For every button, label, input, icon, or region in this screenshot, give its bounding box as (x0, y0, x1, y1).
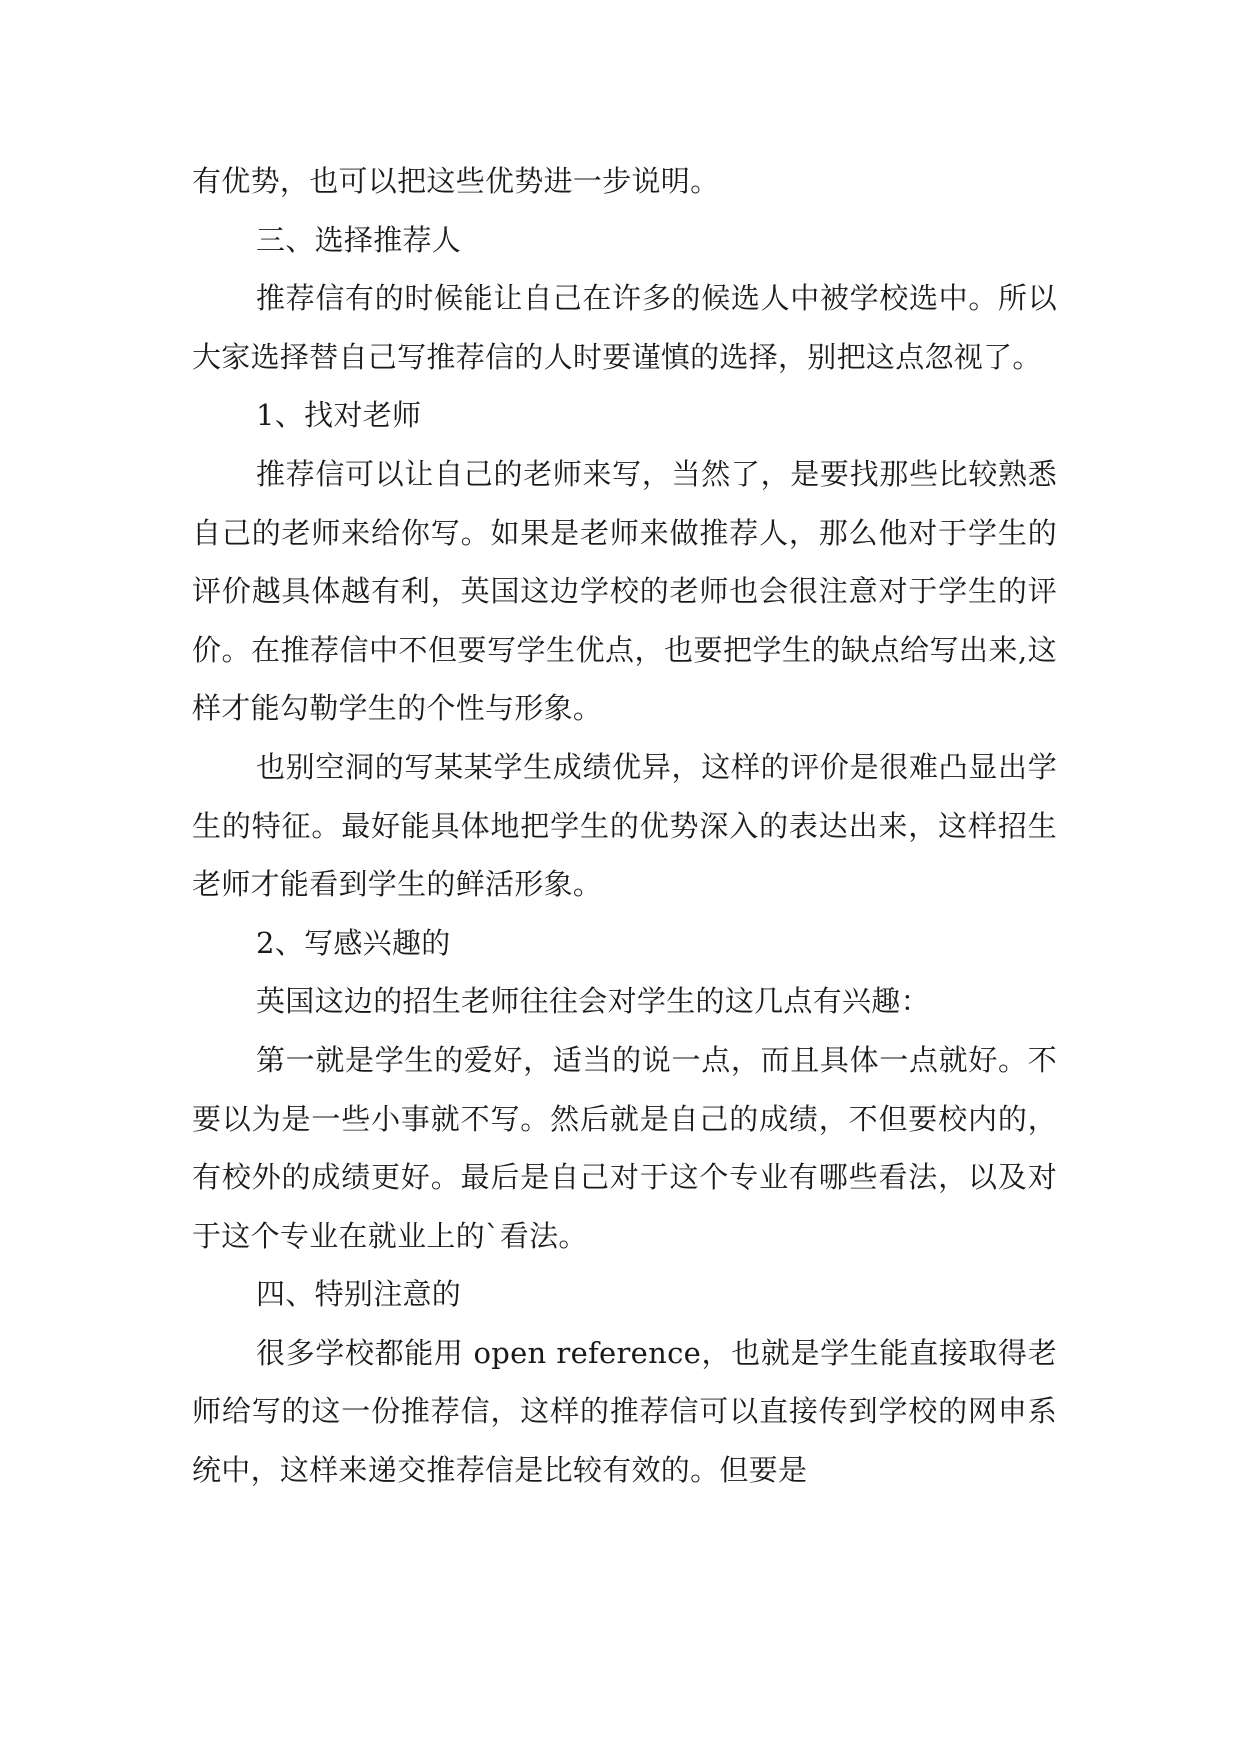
paragraph: 也别空洞的写某某学生成绩优异，这样的评价是很难凸显出学生的特征。最好能具体地把学生的优势深入的表达出来，这样招生老师才能看到学生的鲜活形象。 (192, 749, 1057, 902)
paragraph: 英国这边的招生老师往往会对学生的这几点有兴趣： (256, 984, 930, 1019)
subheading-2: 2、写感兴趣的 (256, 925, 451, 960)
subheading-1: 1、找对老师 (256, 398, 422, 433)
paragraph-continuation: 有优势，也可以把这些优势进一步说明。 (192, 164, 720, 198)
paragraph: 推荐信可以让自己的老师来写，当然了，是要找那些比较熟悉自己的老师来给你写。如果是老师来做推荐人，那么他对于学生的评价越具体越有利，英国这边学校的老师也会很注意对于学生的评价。在推荐信中不但要写学生优点，也要把学生的缺点给写出来,这样才能勾勒学生的个性与形象。 (192, 456, 1057, 726)
section-heading-4: 四、特别注意的 (256, 1277, 462, 1312)
section-heading-3: 三、选择推荐人 (256, 222, 462, 257)
paragraph: 很多学校都能用 open reference，也就是学生能直接取得老师给写的这一份推荐信，这样的推荐信可以直接传到学校的网申系统中，这样来递交推荐信是比较有效的。但要是 (192, 1335, 1057, 1488)
document-body (192, 152, 1057, 1500)
paragraph: 推荐信有的时候能让自己在许多的候选人中被学校选中。所以大家选择替自己写推荐信的人时要谨慎的选择，别把这点忽视了。 (192, 281, 1057, 374)
paragraph: 第一就是学生的爱好，适当的说一点，而且具体一点就好。不要以为是一些小事就不写。然后就是自己的成绩，不但要校内的，有校外的成绩更好。最后是自己对于这个专业有哪些看法，以及对于这个专业在就业上的`看法。 (192, 1042, 1057, 1253)
